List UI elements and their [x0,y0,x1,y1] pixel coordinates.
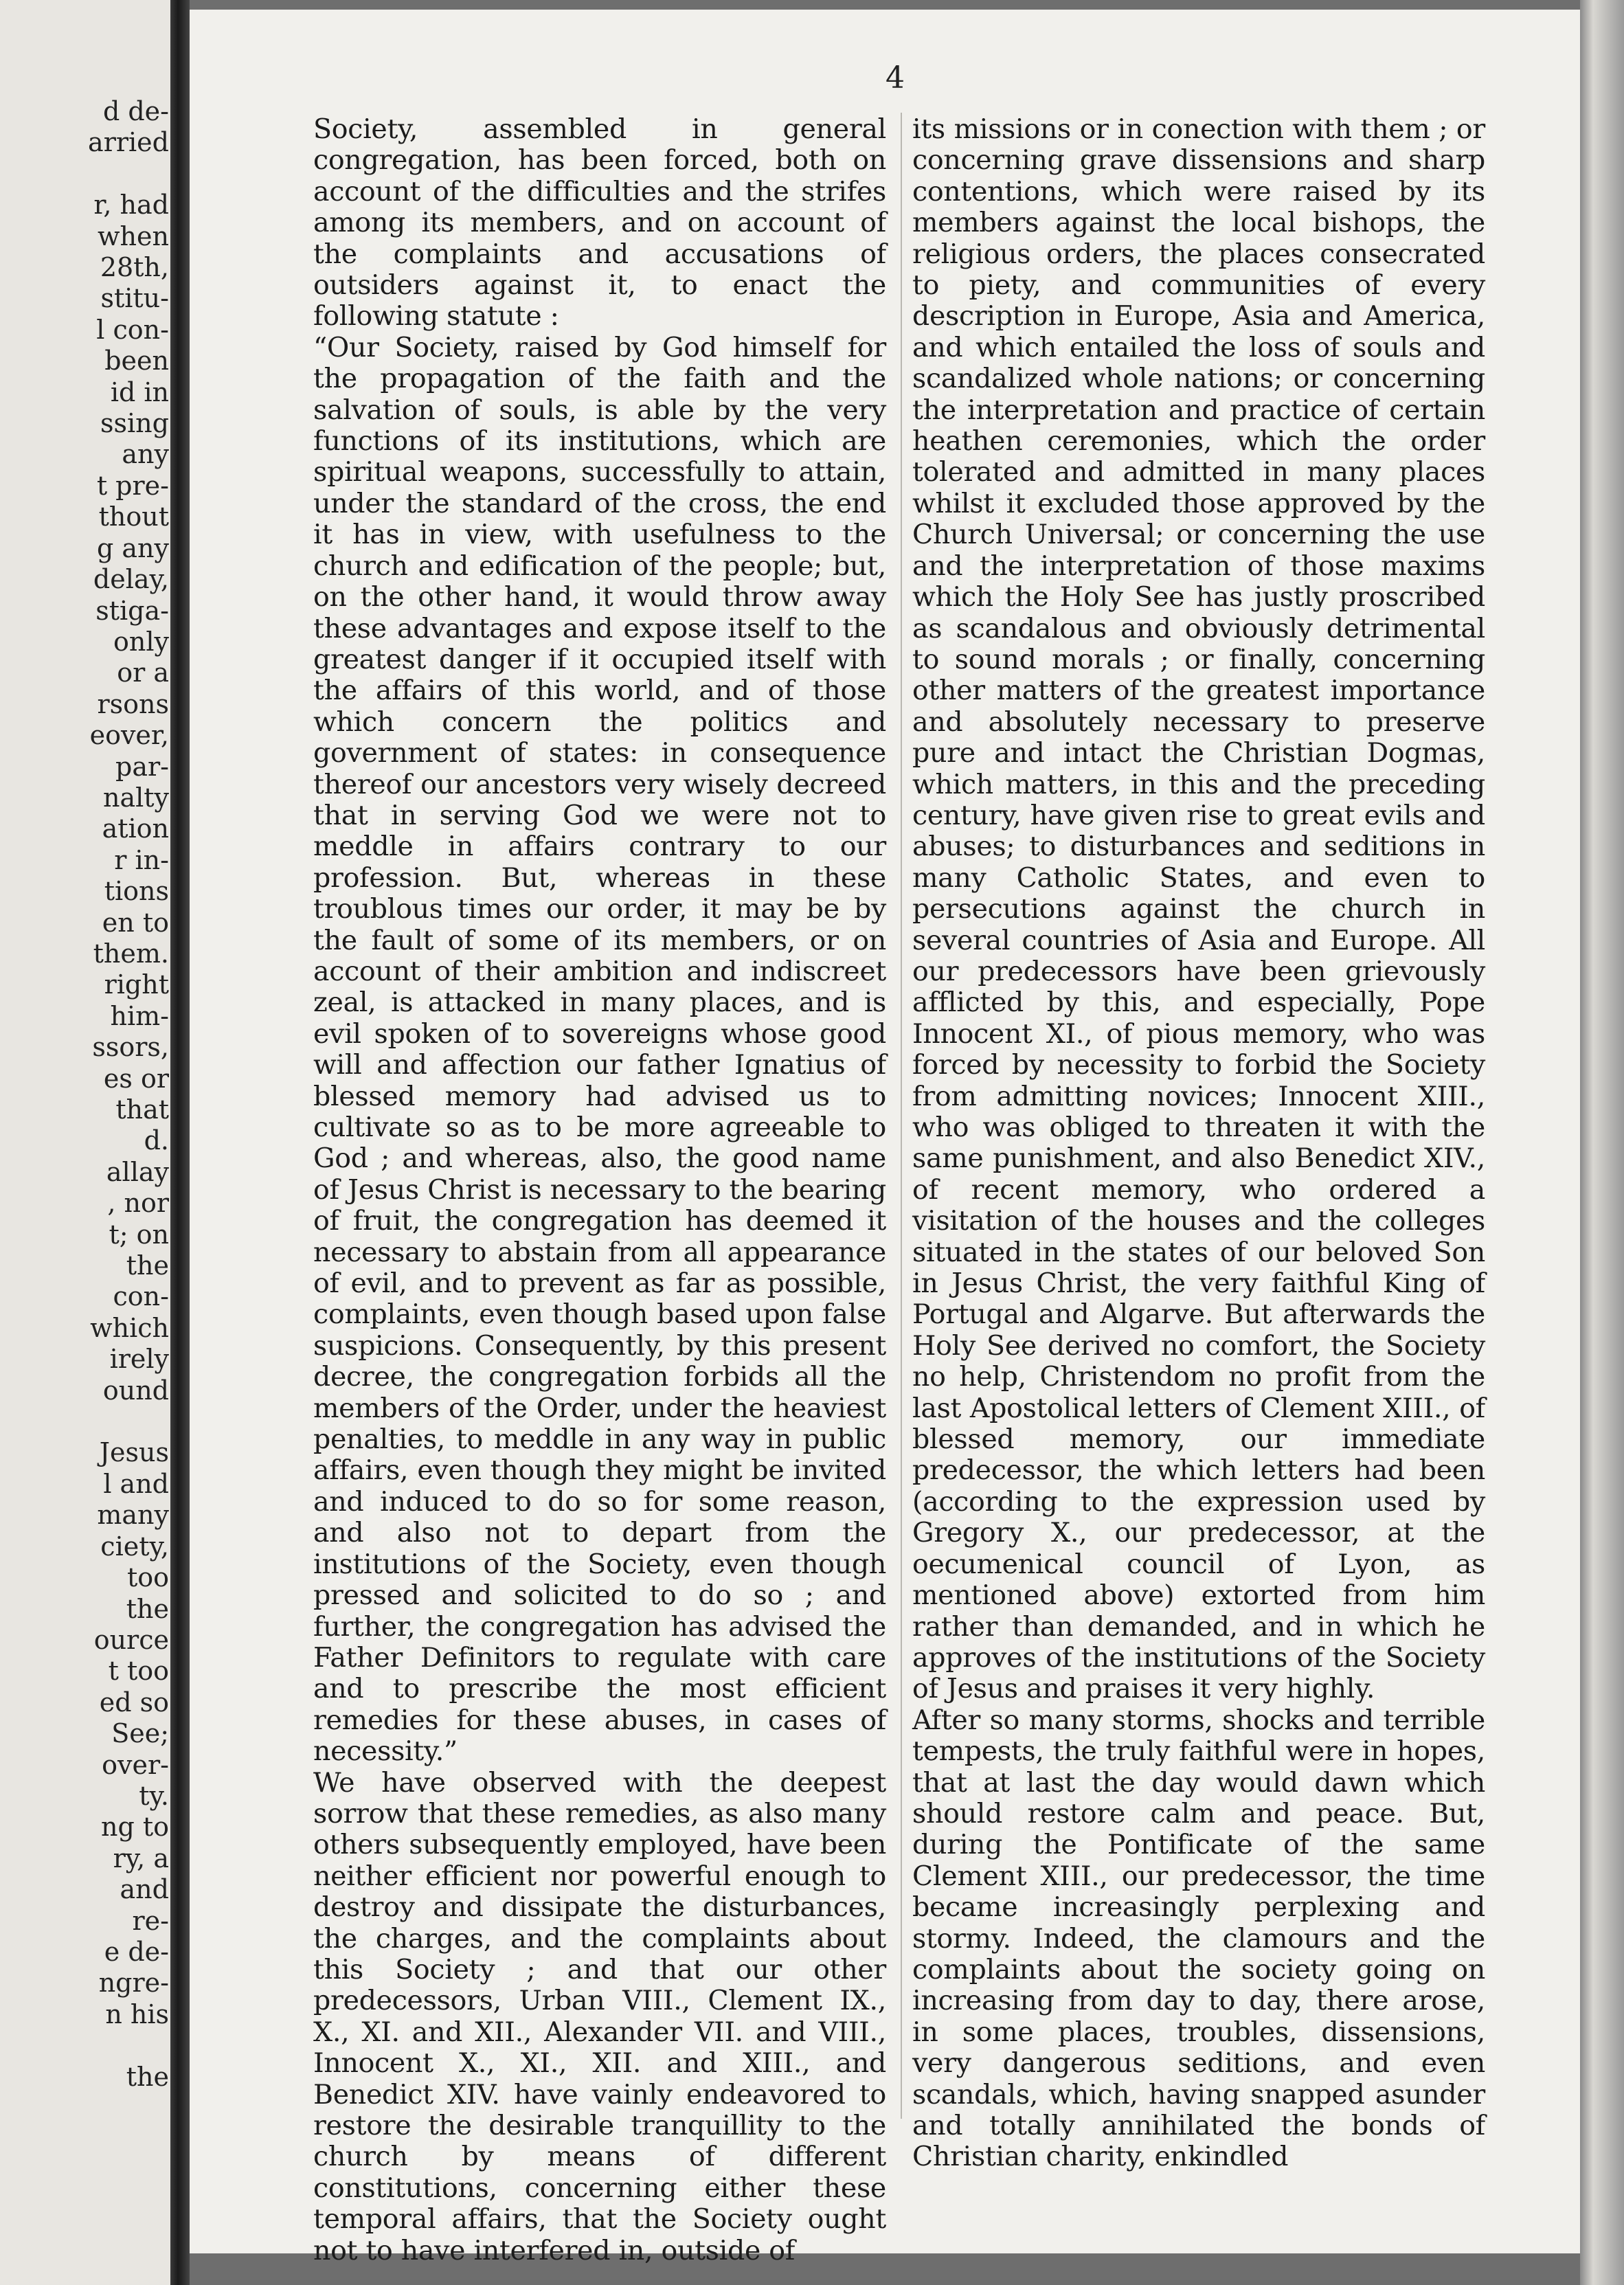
left-column-text: Society, assembled in general congregation, has been forced, both on account of the difficulties and the strifes among its members, and on account of the complaints and accusations of outsiders against it, to enact the following statute : “Our Society, raised by God himself for the propagation of the faith and the salvation of souls, is able by the very functions of its institutions, which are spiritual weapons, successfully to attain, under the standard of the cross, the end it has in view, with usefulness to the church and edification of the people; but, on the other hand, it would throw away these advantages and expose itself to the greatest danger if it occupied itself with the affairs of this world, and of those which concern the politics and government of states: in consequence thereof our ancestors very wisely decreed that in serving God we were not to meddle in affairs contrary to our profession. But, whereas in these troublous times our order, it may be by the fault of some of its members, or on account of their ambition and indiscreet zeal, is attacked in many places, and is evil spoken of to sovereigns whose good will and affection our father Ignatius of blessed memory had advised us to cultivate so as to be more agreeable to God ; and whereas, also, the good name of Jesus Christ is necessary to the bearing of fruit, the congregation has deemed it necessary to abstain from all appearance of evil, and to prevent as far as possible, complaints, even though based upon false suspicions. Consequently, by this present decree, the congregation forbids all the members of the Order, under the heaviest penalties, to meddle in any way in public affairs, even though they might be invited and induced to do so for some reason, and also not to depart from the institutions of the Society, even though pressed and solicited to do so ; and further, the congregation has advised the Father Definitors to regulate with care and to prescribe the most efficient remedies for these abuses, in cases of necessity.” We have observed with the deepest sorrow that these remedies, as also many others subsequently employed, have been neither efficient nor powerful enough to destroy and dissipate the disturbances, the charges, and the complaints about this Society ; and that our other predecessors, Urban VIII., Clement IX., X., XI. and XII., Alexander VII. and VIII., Innocent X., XI., XII. and XIII., and Benedict XIV. have vainly endeavored to restore the desirable tranquillity to the church by means of different constitutions, concerning either these temporal affairs, that the Society ought not to have interfered in, outside of [313,113,886,2266]
previous-page-line: d de- [102,96,169,126]
previous-page-line: only [113,626,169,657]
previous-page-line: nalty [102,782,169,813]
document-page [190,10,1580,2266]
page-number: 4 [886,60,905,95]
previous-page-line: been [104,346,169,376]
previous-page-line: stiga- [95,595,169,626]
previous-page-line: ssors, [92,1032,169,1063]
previous-page-line: or a [117,657,169,688]
previous-page-line: thout [98,502,169,532]
previous-page-line: l con- [96,314,169,345]
previous-page-line: too [126,1562,169,1593]
previous-page-line: him- [110,1000,169,1031]
previous-page-line: allay [106,1156,169,1187]
book-gutter [170,0,190,2285]
previous-page-line: the [126,1593,169,1624]
previous-page-line: t too [108,1656,169,1687]
previous-page-line: and [120,1874,169,1905]
previous-page-line: e de- [104,1936,169,1967]
previous-page-line: g any [96,532,169,563]
previous-page-line: ngre- [98,1968,169,1999]
previous-page-line: re- [132,1905,169,1936]
previous-page-line: over- [102,1749,169,1780]
previous-page-line: ource [93,1624,169,1655]
previous-page-line: tions [104,876,169,907]
previous-page-line: right [104,969,169,1000]
previous-page-line: es or [103,1063,169,1094]
previous-page-line: when [98,221,169,251]
previous-page-line: t; on [109,1219,169,1250]
previous-page-line: n his [105,1999,169,2029]
previous-page-line: con- [113,1281,169,1312]
previous-page-line: d. [144,1125,169,1156]
previous-page-line: the [126,2061,169,2092]
previous-page-line: r, had [93,190,169,221]
previous-page-line: delay, [93,564,169,595]
previous-page-line [7,2030,169,2061]
previous-page-line: t pre- [96,470,169,501]
previous-page-line: many [97,1500,169,1531]
previous-page-line [7,159,169,190]
previous-page-line: which [90,1312,169,1343]
previous-page-line: ation [102,813,169,844]
previous-page-line: eover, [89,720,169,751]
previous-page-line: ry, a [113,1843,169,1873]
previous-page-line: that [115,1094,169,1125]
previous-page-line: ssing [100,408,169,439]
previous-page-line: par- [115,751,169,782]
previous-page-line: ty. [139,1780,169,1811]
previous-page-line: l and [103,1468,169,1499]
previous-page-line: the [126,1250,169,1281]
previous-page-line: any [122,439,169,470]
previous-page-line: 28th, [100,252,169,283]
page-edge [1580,0,1624,2285]
right-column-text: its missions or in conection with them ; or concerning grave dissensions and sharp contentions, which were raised by its members against the local bishops, the religious orders, the places consecrated to piety, and communities of every description in Europe, Asia and America, and which entailed the loss of souls and scandalized whole nations; or concerning the interpretation and practice of certain heathen ceremonies, which the order tolerated and admitted in many places whilst it excluded those approved by the Church Universal; or concerning the use and the interpretation of those maxims which the Holy See has justly proscribed as scandalous and obviously detrimental to sound morals ; or finally, concerning other matters of the greatest importance and absolutely necessary to preserve pure and intact the Christian Dogmas, which matters, in this and the preceding century, have given rise to great evils and abuses; to disturbances and seditions in many Catholic States, and even to persecutions against the church in several countries of Asia and Europe. All our predecessors have been grievously afflicted by this, and especially, Pope Innocent XI., of pious memory, who was forced by necessity to forbid the Society from admitting novices; Innocent XIII., who was obliged to threaten it with the same punishment, and also Benedict XIV., of recent memory, who ordered a visitation of the houses and the colleges situated in the states of our beloved Son in Jesus Christ, the very faithful King of Portugal and Algarve. But afterwards the Holy See derived no comfort, the Society no help, Christendom no profit from the last Apostolical letters of Clement XIII., of blessed memory, our immediate predecessor, the which letters had been (according to the expression used by Gregory X., our predecessor, at the oecumenical council of Lyon, as mentioned above) extorted from him rather than demanded, and in which he approves of the institutions of the Society of Jesus and praises it very highly. After so many storms, shocks and terrible tempests, the truly faithful were in hopes, that at last the day would dawn which should restore calm and peace. But, during the Pontificate of the same Clement XIII., our predecessor, the time became increasingly perplexing and stormy. Indeed, the clamours and the complaints about the society going on increasing from day to day, there arose, in some places, troubles, dissensions, very dangerous seditions, and even scandals, which, having snapped asunder and totally annihilated the bonds of Christian charity, enkindled [912,113,1485,2173]
previous-page-line: them. [93,938,169,969]
previous-page-line: ng to [100,1812,169,1843]
previous-page-line: stitu- [100,283,169,314]
previous-page-line: , nor [107,1188,169,1219]
previous-page-text [7,96,169,2093]
column-divider [901,113,902,2119]
previous-page-line: irely [109,1344,169,1375]
previous-page-line: id in [110,376,169,407]
previous-page-line: ed so [99,1687,169,1718]
previous-page-line [7,1406,169,1437]
previous-page-line: en to [102,907,169,938]
previous-page-fragment [0,0,176,2285]
previous-page-line: rsons [97,688,169,719]
previous-page-line: r in- [114,844,169,875]
previous-page-line: Jesus [99,1437,169,1468]
previous-page-line: See; [111,1718,169,1749]
previous-page-line: ound [102,1375,169,1406]
previous-page-line: arried [88,127,169,158]
previous-page-line: ciety, [100,1531,169,1562]
